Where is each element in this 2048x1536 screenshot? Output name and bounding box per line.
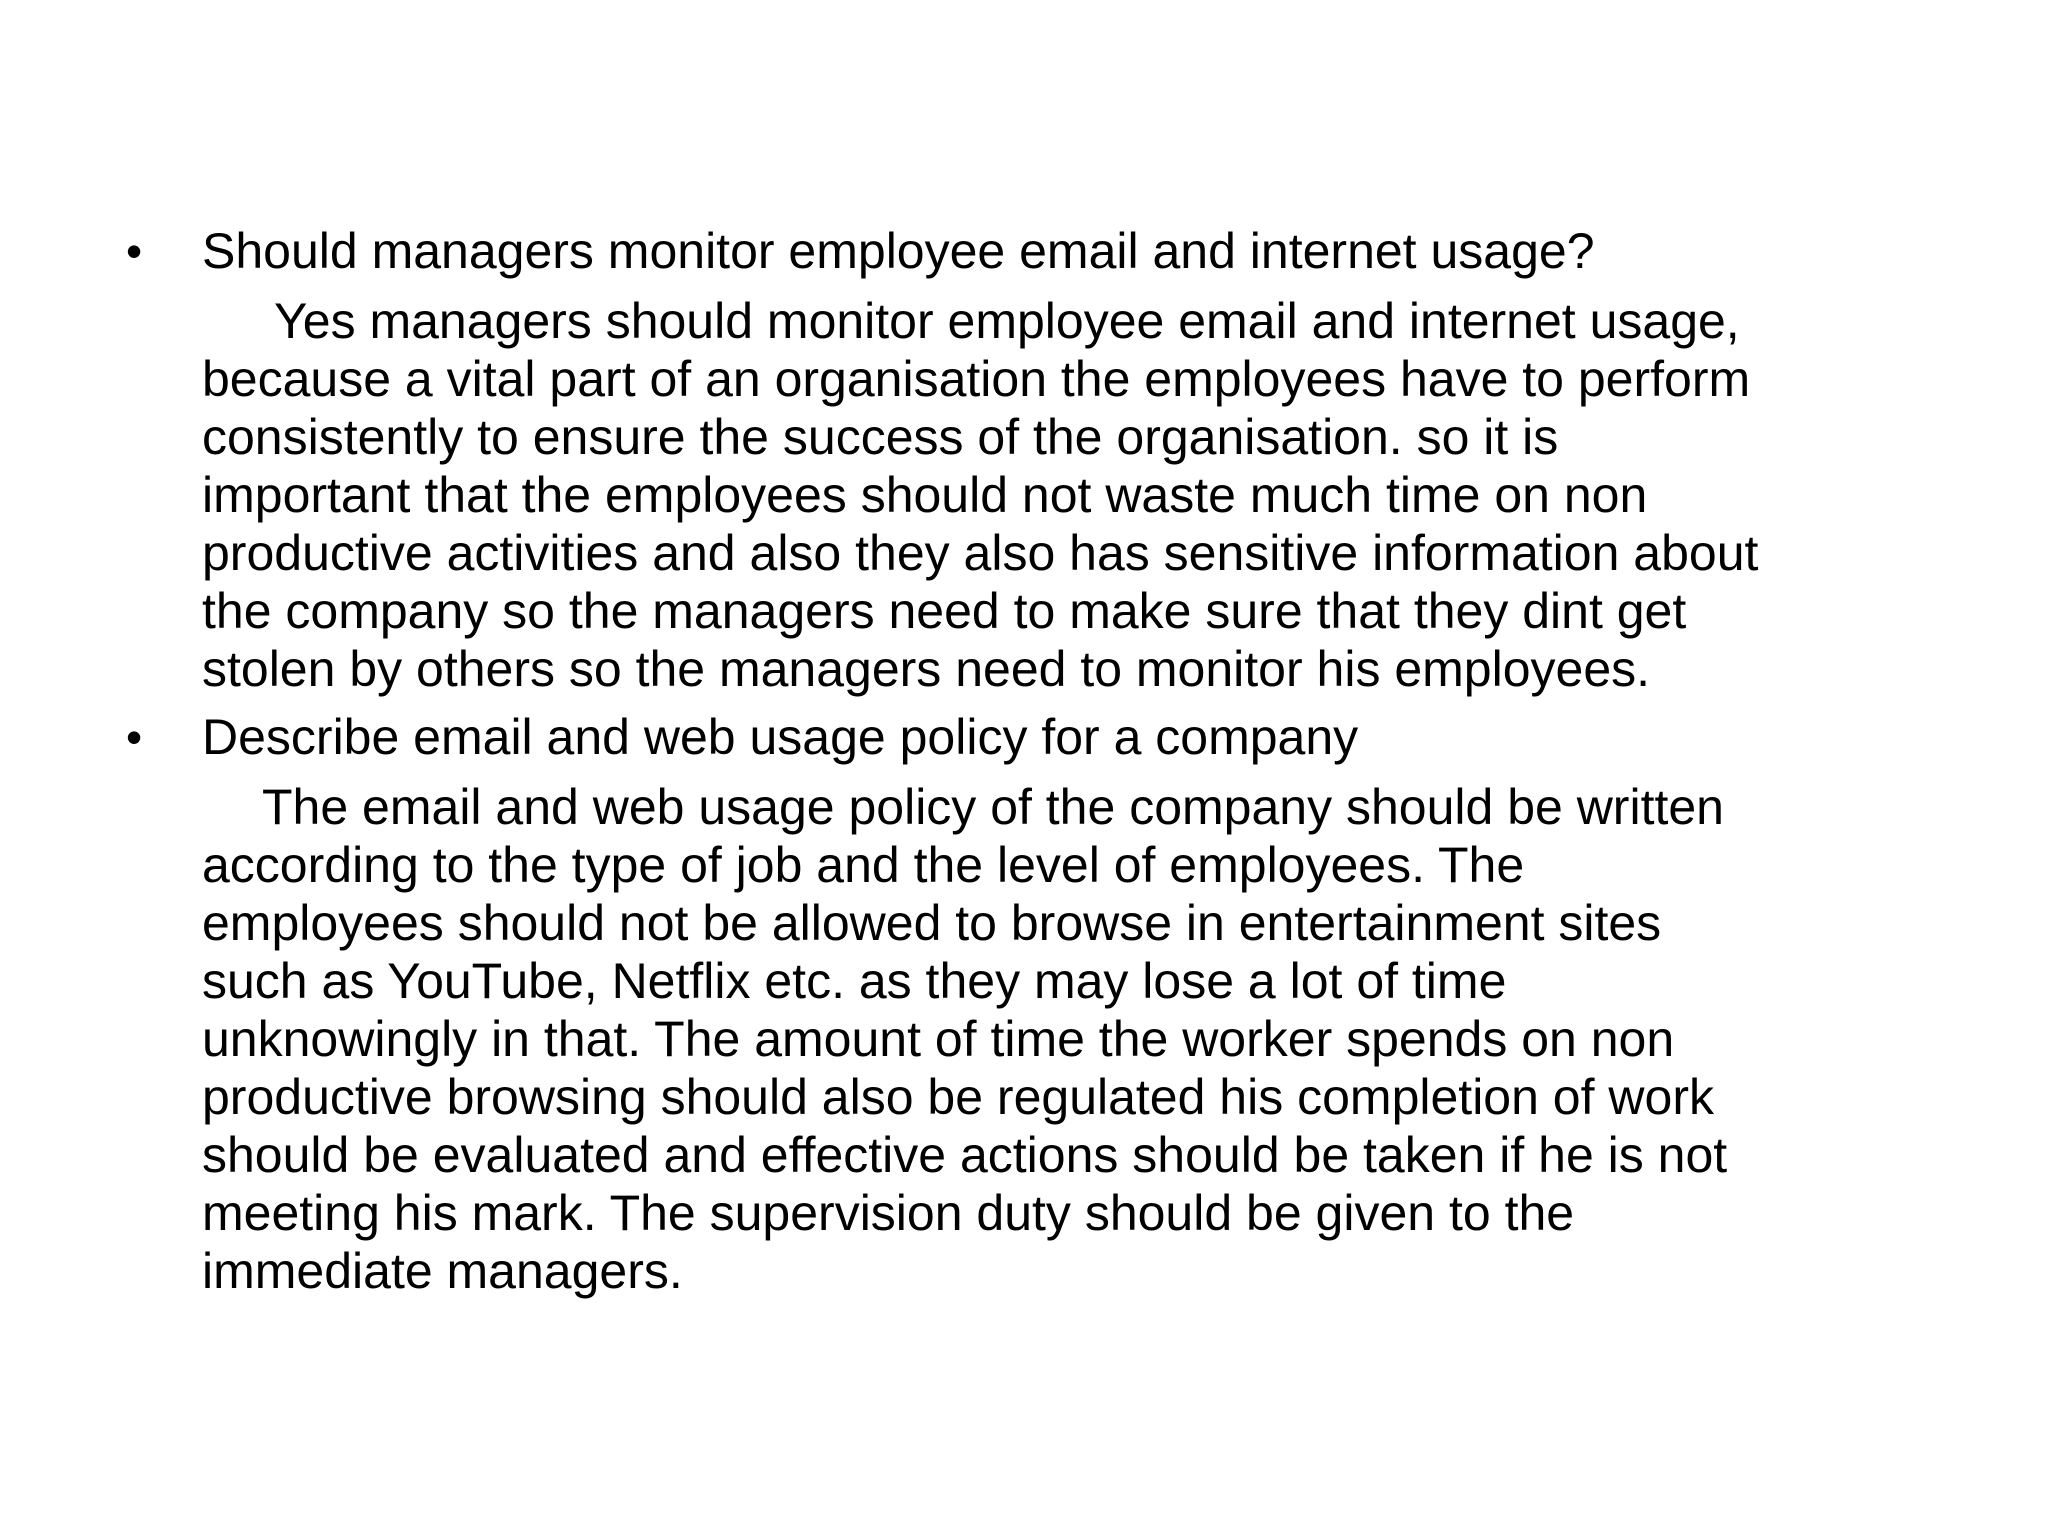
bullet-dot: • [126, 711, 143, 763]
bullet-dot: • [126, 225, 143, 277]
answer-1-line: stolen by others so the managers need to monitor his employees. [202, 641, 1651, 697]
answer-1-line: the company so the managers need to make sure that they dint get [202, 583, 1687, 639]
answer-2-line: meeting his mark. The supervision duty should be given to the [202, 1185, 1575, 1241]
answer-2-line: productive browsing should also be regulated his completion of work [202, 1069, 1714, 1125]
slide-content [120, 222, 1960, 1310]
bullet-item-1 [120, 222, 1960, 280]
question-2: Describe email and web usage policy for a company [202, 709, 1359, 765]
answer-2-line: unknowingly in that. The amount of time the worker spends on non [202, 1011, 1675, 1067]
answer-2-line: The email and web usage policy of the company should be written [262, 779, 1724, 835]
answer-1-line: because a vital part of an organisation the employees have to perform [202, 351, 1751, 407]
answer-2-line: employees should not be allowed to browse in entertainment sites [202, 895, 1662, 951]
bullet-item-2 [120, 708, 1960, 766]
answer-2-line: immediate managers. [202, 1243, 683, 1299]
answer-1-line: Yes managers should monitor employee email and internet usage, [274, 293, 1740, 349]
answer-2-line: should be evaluated and effective actions should be taken if he is not [202, 1127, 1728, 1183]
answer-1-line: consistently to ensure the success of the organisation. so it is [202, 409, 1559, 465]
answer-1-line: important that the employees should not waste much time on non [202, 467, 1648, 523]
answer-1 [120, 292, 1960, 698]
answer-2 [120, 778, 1960, 1300]
answer-2-line: according to the type of job and the level of employees. The [202, 837, 1525, 893]
question-1: Should managers monitor employee email and internet usage? [202, 223, 1595, 279]
answer-1-line: productive activities and also they also has sensitive information about [202, 525, 1759, 581]
answer-2-line: such as YouTube, Netflix etc. as they may lose a lot of time [202, 953, 1507, 1009]
